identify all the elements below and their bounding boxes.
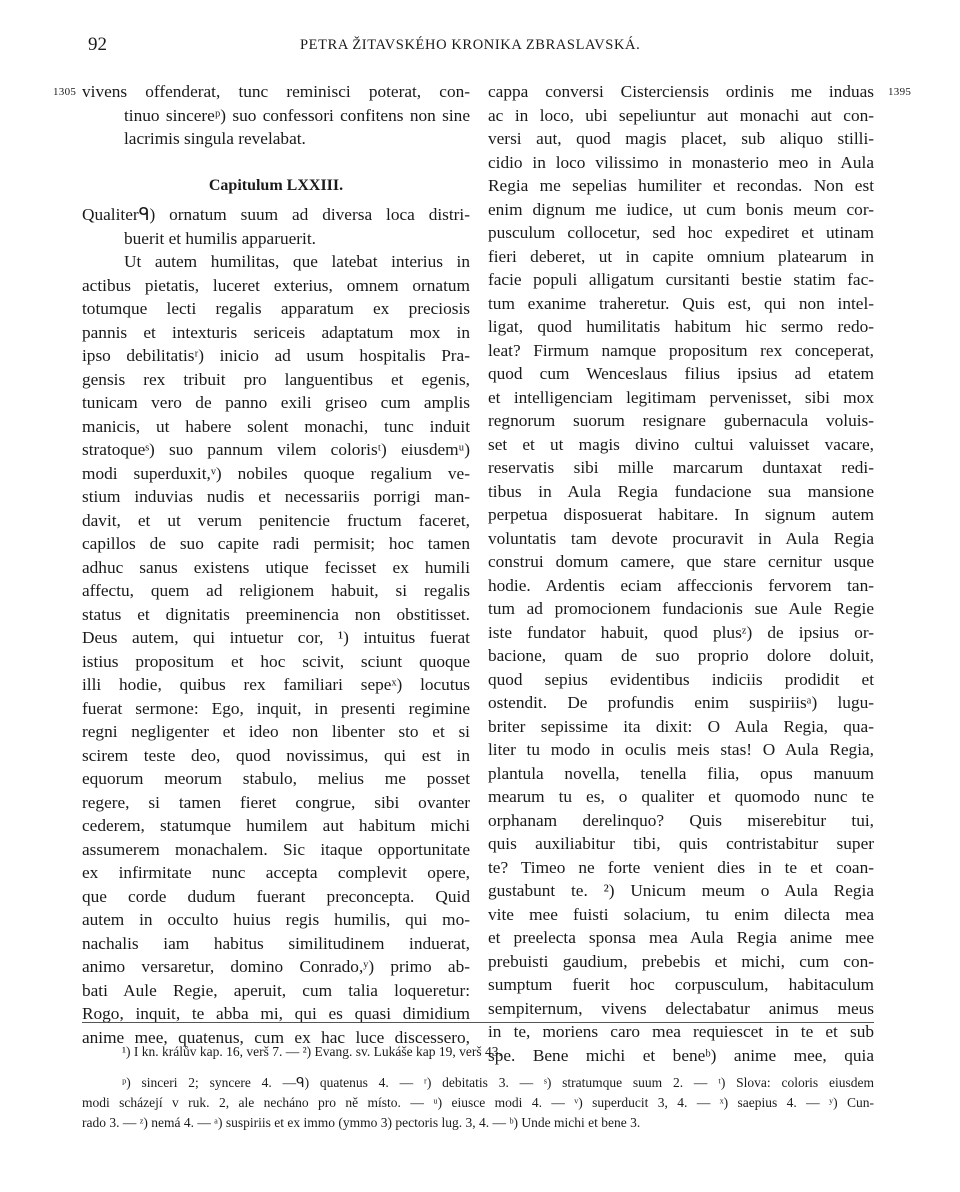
variant-footnotes	[82, 1073, 874, 1133]
text-line: actibus pietatis, luceret exterius, omnem ornatum	[82, 275, 470, 295]
text-line: tibus in Aula Regia fundacione sua mansione	[488, 481, 874, 501]
chapter-heading: Capitulum LXXIII.	[208, 176, 344, 194]
text-line: lacrimis singula revelabat.	[124, 129, 306, 148]
text-line: que corde dudum fuerant preconcepta. Quid	[82, 886, 470, 906]
page-number: 92	[88, 34, 107, 55]
text-line: plantula novella, tenella filia, opus manuum	[488, 763, 874, 783]
text-line: regere, si tamen fieret congrue, sibi ovanter	[82, 792, 470, 812]
text-line: voluntatis tam devote procuravit in Aula Regia	[488, 528, 874, 548]
footnote-line: modi scházejí v ruk. 2, ale necháno pro ně místo. — ᵘ) eiusce modi 4. — ᵛ) superducit 3, 4. — ˣ) saepius 4. — ʸ) Cun-	[82, 1095, 874, 1110]
text-line: gensis rex tribuit pro languentibus et egenis,	[82, 369, 470, 389]
text-line: autem in occulto huius regis humilis, qui mo-	[82, 910, 470, 929]
text-line: Rogo, inquit, te abba mi, qui es quasi dimidium	[82, 1004, 470, 1023]
text-line: tunicam vero de panno exili griseo cum amplis	[82, 393, 470, 412]
text-line: construi domum camere, que stare cernitur usque	[488, 552, 874, 571]
text-line: regnorum suorum resignare gubernacula voluis-	[488, 411, 874, 430]
text-line: reservatis sibi mille marcarum duntaxat redi-	[488, 458, 874, 477]
text-line: capillos de suo capite radi permisit; hoc tamen	[82, 534, 470, 553]
text-line: ipso debilitatisʳ) inicio ad usum hospitalis Pra-	[82, 346, 470, 365]
text-line: illi hodie, quibus rex familiari sepeˣ) locutus	[82, 675, 470, 694]
text-line: scirem teste deo, quod novissimus, qui est in	[82, 745, 470, 765]
text-line: liter tu modo in oculis meis stas! O Aula Regia,	[488, 740, 874, 759]
text-line: Regia me sepelias humiliter et recondas. Non est	[488, 176, 874, 195]
text-line: ligat, quod humilitatis habitum hic sermo redo-	[488, 317, 874, 336]
chapter-summary-line: Qualiterᑫ) ornatum suum ad diversa loca distri-	[82, 205, 470, 224]
text-line: pannis et intexturis sericeis adaptatum mox in	[82, 322, 470, 342]
text-line: stium induvias nudis et necessariis porrigi man-	[82, 487, 470, 506]
text-line: cappa conversi Cisterciensis ordinis me induas	[488, 82, 874, 101]
text-line: equorum meorum stabulo, melius me posset	[82, 769, 470, 788]
text-line: bacione, quam de suo proprio dolore doluit,	[488, 646, 874, 665]
text-line: prebuisti gaudium, prebebis et michi, cum con-	[488, 951, 874, 971]
text-line: ac in loco, ubi sepeliuntur aut monachi aut con-	[488, 105, 874, 125]
text-line: sumptum fuerit hoc corpusculum, habitaculum	[488, 975, 874, 994]
text-line: ostendit. De profundis enim suspiriisᵃ) lugu-	[488, 693, 874, 712]
text-line: affectu, quem ad religionem habuit, si regalis	[82, 581, 470, 600]
text-line: Deus autem, qui intuetur cor, ¹) intuitus fuerat	[82, 628, 470, 647]
text-line: modi superduxit,ᵛ) nobiles quoque regalium ve-	[82, 463, 470, 483]
text-line: hodie. Ardentis eciam affeccionis fervorem tan-	[488, 575, 874, 595]
text-line: sempiternum, vivens delectabatur animus meus	[488, 998, 874, 1018]
left-column	[82, 80, 470, 1049]
text-line: gustabunt te. ²) Unicum meum o Aula Regia	[488, 881, 874, 900]
text-line: anime mee, quatenus, cum ex hac luce discessero,	[82, 1027, 470, 1047]
text-line: totumque lecti regalis apparatum ex preciosis	[82, 299, 470, 318]
text-line: tum ad promocionem fundacionis sue Aule Regie	[488, 599, 874, 618]
text-line: stratoqueˢ) suo pannum vilem colorisᵗ) eiusdemᵘ)	[82, 440, 470, 459]
chapter-summary-line: buerit et humilis apparuerit.	[124, 228, 316, 248]
text-line: bati Aule Regie, aperuit, cum talia loqueretur:	[82, 980, 470, 1000]
text-line: iste fundator habuit, quod plusᶻ) de ipsius or-	[488, 622, 874, 642]
margin-year-right: 1395	[888, 86, 912, 98]
text-line: et intelligenciam legitimam pervenisset, sibi mox	[488, 387, 874, 407]
text-line: briter sepissime ita dixit: O Aula Regia, qua-	[488, 716, 874, 736]
source-footnotes	[82, 1042, 874, 1062]
text-line: et preelecta sponsa mea Aula Regia anime mee	[488, 928, 874, 947]
footnote-line: rado 3. — ᶻ) nemá 4. — ᵃ) suspiriis et ex immo (ymmo 3) pectoris lug. 3, 4. — ᵇ) Unde michi et bene 3.	[82, 1115, 641, 1130]
text-line: quod cum Wenceslaus filius ipsius ad etatem	[488, 364, 874, 383]
text-line: perpetua disposuerat habitare. In signum autem	[488, 505, 874, 524]
text-line: leat? Firmum namque propositum rex conceperat,	[488, 340, 874, 360]
text-line: te? Timeo ne forte venient dies in te et coan-	[488, 857, 874, 877]
text-line: nachalis iam habitus similitudinem induerat,	[82, 933, 470, 953]
text-line: regni negligenter et ideo non libenter sto et si	[82, 722, 470, 741]
text-line: spe. Bene michi et beneᵇ) anime mee, quia	[488, 1045, 874, 1065]
text-line: facie populi alligatum cursitanti bestie statim fac-	[488, 270, 874, 289]
text-line: istius propositum et hoc scivit, sciunt quoque	[82, 651, 470, 671]
margin-year-left: 1305	[53, 86, 77, 98]
text-line: set et ut magis divino cultui valuisset vacare,	[488, 434, 874, 454]
text-line: tinuo sincereᵖ) suo confessori confitens non sine	[124, 105, 470, 125]
text-line: animo versaretur, domino Conrado,ʸ) primo ab-	[82, 957, 470, 976]
right-column	[488, 80, 874, 1067]
text-line: ex infirmitate nunc accepta complevit opere,	[82, 863, 470, 882]
text-line: pusculum collocetur, sed hoc expediret et utinam	[488, 223, 874, 242]
text-line: enim dignum me iudice, ut cum bonis meum cor-	[488, 199, 874, 219]
text-line: in te, moriens caro mea requiescet in te et sub	[488, 1022, 874, 1041]
text-line: vivens offenderat, tunc reminisci poterat, con-	[82, 82, 470, 101]
text-line: Ut autem humilitas, que latebat interius in	[124, 252, 470, 271]
text-line: fuerat sermone: Ego, inquit, in presenti regimine	[82, 698, 470, 718]
footnote-line: ᵖ) sinceri 2; syncere 4. —ᑫ) quatenus 4. — ʳ) debitatis 3. — ˢ) stratumque suum 2. — ᵗ) Slova: coloris eiusdem	[122, 1075, 874, 1090]
text-line: cidio in loco vilissimo in monasterio meo in Aula	[488, 152, 874, 172]
text-line: vite mee fuisti solacium, tu enim dilecta mea	[488, 904, 874, 924]
text-line: tum exanime traheretur. Quis est, qui non intel-	[488, 293, 874, 313]
text-line: fieri deberet, ut in capite omnium platearum in	[488, 246, 874, 266]
running-head: PETRA ŽITAVSKÉHO KRONIKA ZBRASLAVSKÁ.	[300, 37, 641, 53]
text-line: status et dignitatis preeminencia non obstitisset.	[82, 604, 470, 624]
text-line: davit, et ut verum penitencie fructum faceret,	[82, 510, 470, 530]
text-line: quis auxiliabitur tibi, quis contristabitur super	[488, 834, 874, 853]
page-header	[0, 34, 960, 58]
text-line: manicis, ut habere solent monachi, tunc induit	[82, 416, 470, 436]
footnote-divider	[82, 1022, 874, 1023]
text-line: orphanam derelinquo? Quis miserebitur tui,	[488, 810, 874, 830]
text-line: assumerem monachalem. Sic itaque opportunitate	[82, 839, 470, 859]
text-line: adhuc sanus existens utique fecisset ex humili	[82, 557, 470, 577]
text-line: cederem, statumque humilem aut habitum michi	[82, 816, 470, 835]
text-line: mearum tu es, o qualiter et quomodo nunc te	[488, 787, 874, 806]
text-line: quod sepius evidentibus indiciis prodidit et	[488, 669, 874, 689]
footnote-line: ¹) I kn. králův kap. 16, verš 7. — ²) Evang. sv. Lukáše kap 19, verš 43.	[122, 1044, 502, 1059]
text-line: versi aut, quod magis placet, sub aliquo stilli-	[488, 129, 874, 148]
